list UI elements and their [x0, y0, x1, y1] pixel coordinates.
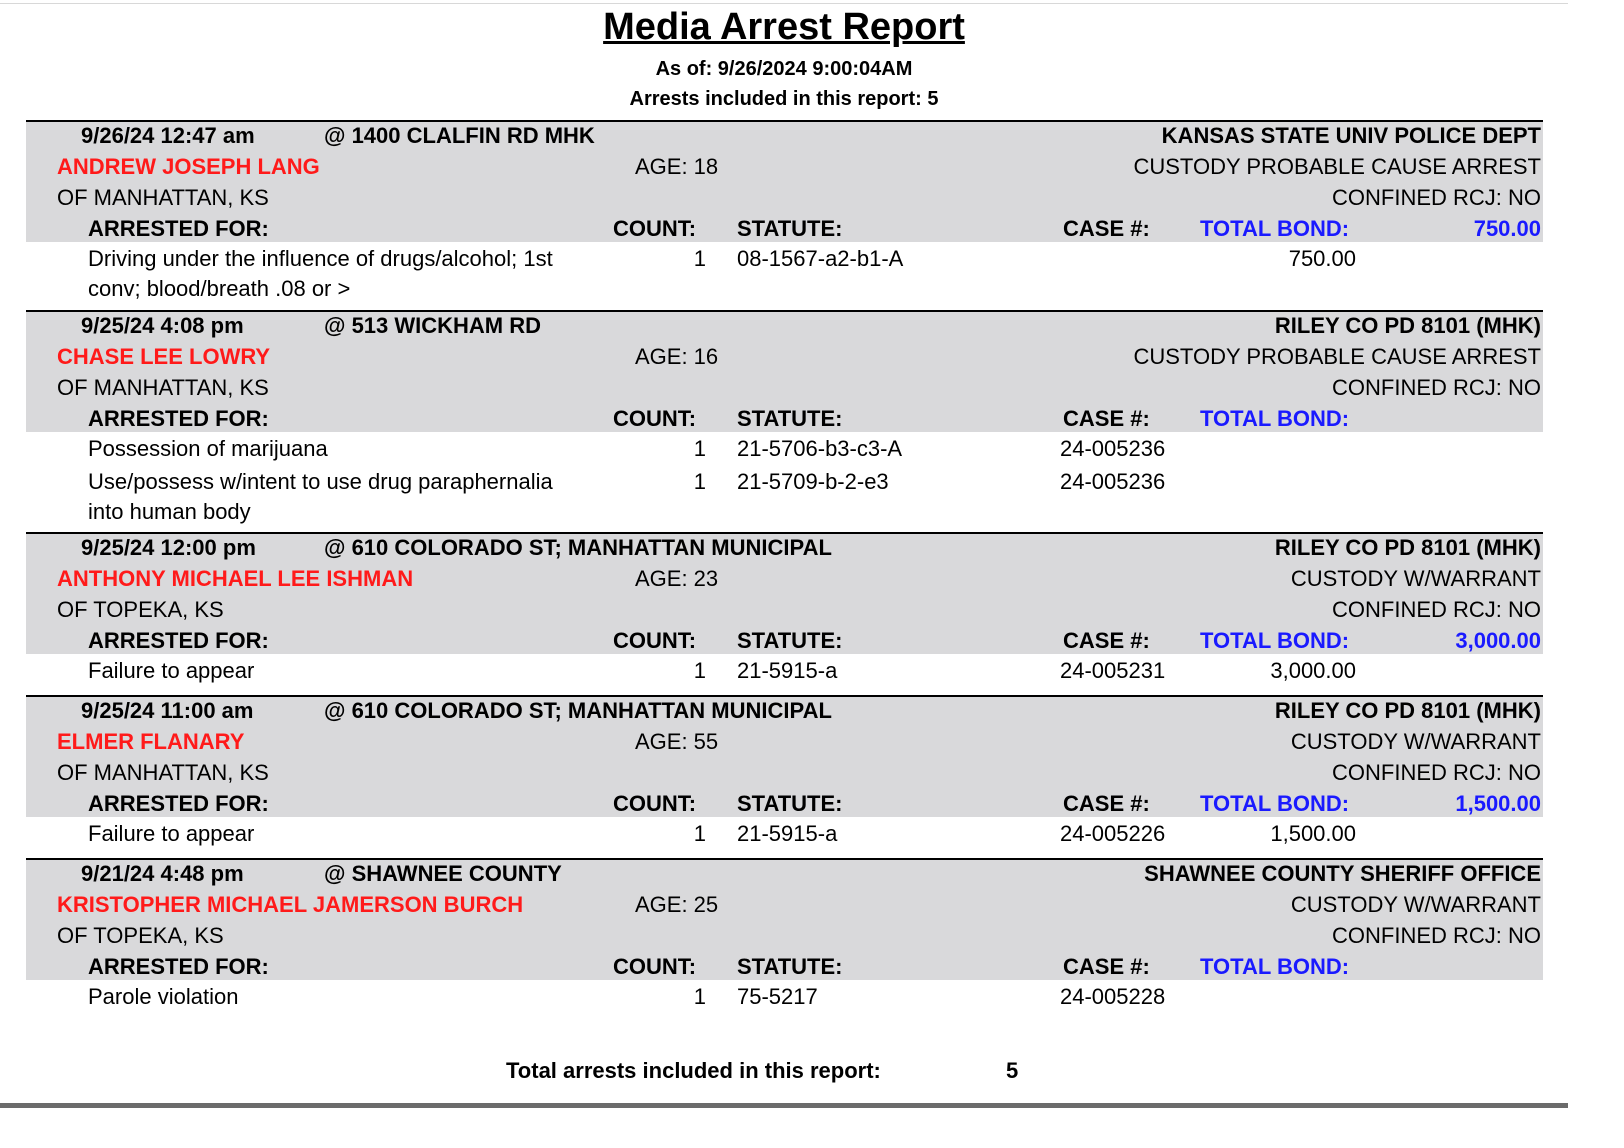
total-arrests-label: Total arrests included in this report: — [506, 1058, 881, 1083]
charge-bond: 3,000.00 — [1270, 658, 1356, 683]
arrest-agency: RILEY CO PD 8101 (MHK) — [1274, 535, 1541, 560]
arrestee-name: KRISTOPHER MICHAEL JAMERSON BURCH — [57, 892, 524, 917]
total-bond-value: 1,500.00 — [1455, 791, 1541, 816]
statute-label: STATUTE: — [737, 791, 843, 816]
arrestee-age: AGE: 55 — [635, 729, 719, 754]
arrest-location: @ 610 COLORADO ST; MANHATTAN MUNICIPAL — [324, 698, 832, 723]
case-label: CASE #: — [1063, 628, 1150, 653]
charge-statute: 08-1567-a2-b1-A — [737, 246, 904, 271]
as-of-line: As of: 9/26/2024 9:00:04AM — [655, 58, 913, 80]
count-label: COUNT: — [613, 954, 697, 979]
confined-status: CONFINED RCJ: NO — [1332, 597, 1541, 622]
statute-label: STATUTE: — [737, 628, 843, 653]
arrest-header — [26, 858, 1543, 980]
arrested-for-label: ARRESTED FOR: — [88, 628, 269, 653]
arrestee-age: AGE: 25 — [635, 892, 719, 917]
count-label: COUNT: — [613, 406, 697, 431]
arrestee-age: AGE: 18 — [635, 154, 719, 179]
arrest-datetime: 9/25/24 11:00 am — [81, 698, 254, 723]
charge-case-number: 24-005228 — [1060, 984, 1166, 1009]
custody-type: CUSTODY W/WARRANT — [1290, 566, 1541, 591]
count-label: COUNT: — [613, 791, 697, 816]
arrestee-name: ANTHONY MICHAEL LEE ISHMAN — [57, 566, 414, 591]
arrest-header — [26, 310, 1543, 432]
arrested-for-label: ARRESTED FOR: — [88, 216, 269, 241]
charges-list — [26, 817, 1543, 849]
confined-status: CONFINED RCJ: NO — [1332, 923, 1541, 948]
arrest-record — [26, 310, 1543, 522]
arrest-datetime: 9/25/24 12:00 pm — [81, 535, 256, 560]
charge-statute: 75-5217 — [737, 984, 818, 1009]
charges-list — [26, 980, 1543, 1020]
total-bond-label: TOTAL BOND: — [1200, 216, 1350, 241]
arrested-for-label: ARRESTED FOR: — [88, 406, 269, 431]
case-label: CASE #: — [1063, 216, 1150, 241]
statute-label: STATUTE: — [737, 406, 843, 431]
arrestee-name: ANDREW JOSEPH LANG — [57, 154, 320, 179]
total-bond-value: 750.00 — [1473, 216, 1541, 241]
charge-case-number: 24-005236 — [1060, 436, 1166, 461]
arrestee-name: ELMER FLANARY — [57, 729, 245, 754]
charges-list — [26, 242, 1543, 302]
arrest-location: @ 1400 CLALFIN RD MHK — [324, 123, 595, 148]
arrest-agency: RILEY CO PD 8101 (MHK) — [1274, 698, 1541, 723]
charge-description: Failure to appear — [88, 658, 255, 683]
case-label: CASE #: — [1063, 791, 1150, 816]
arrestee-age: AGE: 23 — [635, 566, 719, 591]
charge-statute: 21-5915-a — [737, 658, 838, 683]
charge-description: Possession of marijuana — [88, 436, 328, 461]
charge-bond: 750.00 — [1288, 246, 1356, 271]
custody-type: CUSTODY W/WARRANT — [1290, 892, 1541, 917]
report-title: Media Arrest Report — [603, 6, 965, 48]
case-label: CASE #: — [1063, 406, 1150, 431]
arrest-record — [26, 858, 1543, 1020]
confined-status: CONFINED RCJ: NO — [1332, 760, 1541, 785]
charge-count: 1 — [693, 984, 706, 1009]
arrest-datetime: 9/21/24 4:48 pm — [81, 861, 244, 886]
total-bond-label: TOTAL BOND: — [1200, 406, 1350, 431]
charge-case-number: 24-005231 — [1060, 658, 1166, 683]
charge-statute: 21-5709-b-2-e3 — [737, 469, 889, 494]
arrest-record — [26, 695, 1543, 849]
arrestee-age: AGE: 16 — [635, 344, 719, 369]
bottom-scrollbar — [0, 1103, 1568, 1108]
statute-label: STATUTE: — [737, 216, 843, 241]
arrest-record — [26, 120, 1543, 302]
arrest-record — [26, 532, 1543, 686]
total-arrests-value: 5 — [1006, 1058, 1019, 1083]
charge-description: Failure to appear — [88, 821, 255, 846]
arrest-agency: SHAWNEE COUNTY SHERIFF OFFICE — [1144, 861, 1541, 886]
total-bond-label: TOTAL BOND: — [1200, 628, 1350, 653]
arrest-header — [26, 120, 1543, 242]
arrest-agency: RILEY CO PD 8101 (MHK) — [1274, 313, 1541, 338]
custody-type: CUSTODY W/WARRANT — [1290, 729, 1541, 754]
arrestee-residence: OF MANHATTAN, KS — [57, 375, 269, 400]
arrestee-residence: OF MANHATTAN, KS — [57, 760, 269, 785]
charge-count: 1 — [693, 821, 706, 846]
arrest-datetime: 9/26/24 12:47 am — [81, 123, 255, 148]
arrest-agency: KANSAS STATE UNIV POLICE DEPT — [1161, 123, 1541, 148]
arrest-header — [26, 695, 1543, 817]
arrestee-residence: OF MANHATTAN, KS — [57, 185, 269, 210]
charge-statute: 21-5915-a — [737, 821, 838, 846]
charge-bond: 1,500.00 — [1270, 821, 1356, 846]
statute-label: STATUTE: — [737, 954, 843, 979]
charges-list — [26, 432, 1543, 522]
top-rule — [0, 3, 1568, 4]
count-label: COUNT: — [613, 628, 697, 653]
confined-status: CONFINED RCJ: NO — [1332, 375, 1541, 400]
charge-count: 1 — [693, 246, 706, 271]
total-bond-label: TOTAL BOND: — [1200, 791, 1350, 816]
total-bond-value: 3,000.00 — [1455, 628, 1541, 653]
included-count-line: Arrests included in this report: 5 — [629, 88, 939, 110]
arrestee-residence: OF TOPEKA, KS — [57, 597, 224, 622]
charge-case-number: 24-005226 — [1060, 821, 1166, 846]
charge-count: 1 — [693, 436, 706, 461]
arrest-location: @ 513 WICKHAM RD — [324, 313, 542, 338]
arrest-location: @ SHAWNEE COUNTY — [324, 861, 562, 886]
total-bond-label: TOTAL BOND: — [1200, 954, 1350, 979]
arrested-for-label: ARRESTED FOR: — [88, 954, 269, 979]
custody-type: CUSTODY PROBABLE CAUSE ARREST — [1133, 154, 1541, 179]
count-label: COUNT: — [613, 216, 697, 241]
arrested-for-label: ARRESTED FOR: — [88, 791, 269, 816]
charges-list — [26, 654, 1543, 686]
arrest-header — [26, 532, 1543, 654]
charge-count: 1 — [693, 469, 706, 494]
charge-description: Parole violation — [88, 984, 239, 1009]
case-label: CASE #: — [1063, 954, 1150, 979]
charge-description: Driving under the influence of drugs/alcohol; 1st conv; blood/breath .08 or > — [88, 246, 553, 301]
charge-count: 1 — [693, 658, 706, 683]
charge-description: Use/possess w/intent to use drug paraphernalia into human body — [88, 469, 553, 524]
charge-case-number: 24-005236 — [1060, 469, 1166, 494]
arrestee-name: CHASE LEE LOWRY — [57, 344, 271, 369]
charge-statute: 21-5706-b3-c3-A — [737, 436, 903, 461]
arrest-datetime: 9/25/24 4:08 pm — [81, 313, 244, 338]
custody-type: CUSTODY PROBABLE CAUSE ARREST — [1133, 344, 1541, 369]
confined-status: CONFINED RCJ: NO — [1332, 185, 1541, 210]
arrestee-residence: OF TOPEKA, KS — [57, 923, 224, 948]
arrest-location: @ 610 COLORADO ST; MANHATTAN MUNICIPAL — [324, 535, 832, 560]
